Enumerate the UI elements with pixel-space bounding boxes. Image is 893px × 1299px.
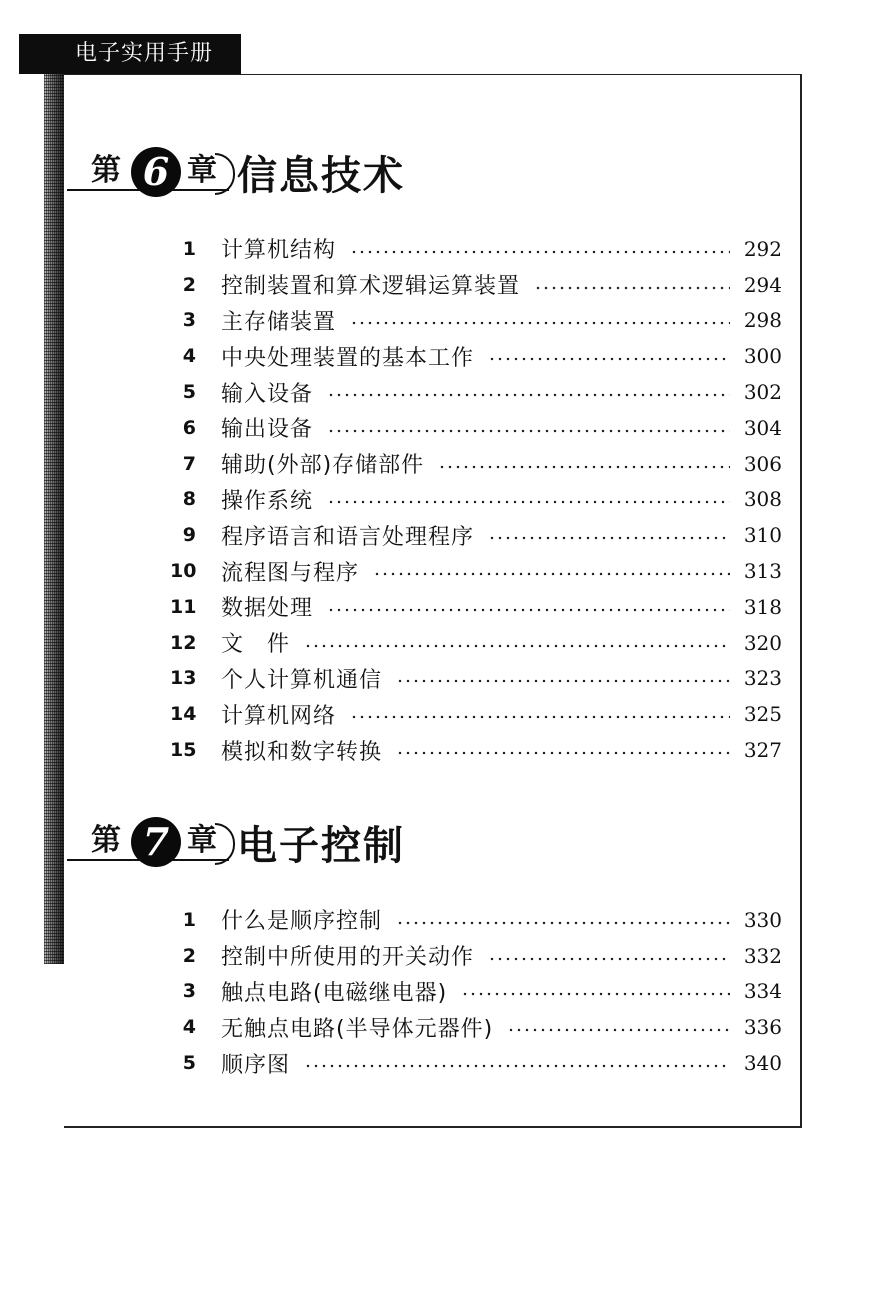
toc-entry[interactable] bbox=[170, 938, 782, 974]
toc-entry[interactable] bbox=[170, 625, 782, 661]
toc-entry-number: 8 bbox=[182, 488, 196, 511]
toc-entry-title: 模拟和数字转换 bbox=[221, 739, 383, 765]
toc-entry-page: 325 bbox=[743, 702, 782, 727]
toc-entry-number: 2 bbox=[182, 944, 196, 967]
chapter-prefix: 第 bbox=[91, 823, 121, 858]
toc-entry-title: 文 件 bbox=[221, 632, 291, 658]
toc-entry-page: 336 bbox=[743, 1015, 782, 1040]
toc-entry-page: 306 bbox=[743, 451, 782, 476]
toc-entry-title: 数据处理 bbox=[221, 596, 314, 622]
chapter-title: 信息技术 bbox=[237, 151, 405, 199]
toc-entry-page: 304 bbox=[743, 415, 782, 440]
toc-entry-page: 323 bbox=[743, 666, 782, 691]
toc-entry-page: 294 bbox=[743, 272, 782, 297]
chapter-number-circle: 7 bbox=[131, 817, 181, 867]
chapter-7-heading bbox=[67, 812, 405, 872]
toc-entry-number: 4 bbox=[182, 345, 196, 368]
toc-entry-page: 308 bbox=[743, 487, 782, 512]
dot-leader bbox=[327, 393, 730, 397]
toc-entry-page: 298 bbox=[743, 308, 782, 333]
toc-entry-title: 个人计算机通信 bbox=[221, 667, 383, 693]
toc-entry-page: 300 bbox=[743, 344, 782, 369]
toc-entry-title: 辅助(外部)存储部件 bbox=[221, 453, 425, 479]
toc-entry-page: 332 bbox=[743, 943, 782, 968]
dot-leader bbox=[488, 536, 730, 540]
chapter-suffix: 章 bbox=[187, 823, 217, 858]
toc-entry-page: 327 bbox=[743, 738, 782, 763]
toc-entry-number: 3 bbox=[182, 980, 196, 1003]
toc-entry[interactable] bbox=[170, 482, 782, 518]
toc-entry-number: 13 bbox=[170, 667, 197, 690]
toc-entry-title: 程序语言和语言处理程序 bbox=[221, 524, 475, 550]
toc-entry-title: 计算机结构 bbox=[221, 238, 337, 264]
toc-entry-number: 10 bbox=[170, 560, 197, 583]
dot-leader bbox=[396, 679, 730, 683]
dot-leader bbox=[304, 644, 730, 648]
toc-entry-title: 操作系统 bbox=[221, 488, 314, 514]
toc-entry-page: 318 bbox=[743, 594, 782, 619]
toc-entry[interactable] bbox=[170, 1009, 782, 1045]
toc-entry-title: 输出设备 bbox=[221, 417, 314, 443]
toc-entry[interactable] bbox=[170, 231, 782, 267]
toc-entry[interactable] bbox=[170, 902, 782, 938]
toc-entry-number: 6 bbox=[182, 416, 196, 439]
chapter-6-toc bbox=[170, 231, 782, 768]
toc-entry-title: 控制装置和算术逻辑运算装置 bbox=[221, 274, 521, 300]
toc-entry[interactable] bbox=[170, 410, 782, 446]
toc-entry-title: 输入设备 bbox=[221, 381, 314, 407]
dot-leader bbox=[461, 992, 730, 996]
badge-end-cap bbox=[215, 153, 235, 195]
toc-entry[interactable] bbox=[170, 661, 782, 697]
chapter-prefix: 第 bbox=[91, 153, 121, 188]
dot-leader bbox=[327, 608, 730, 612]
page-edge-shading bbox=[44, 74, 64, 964]
toc-entry-number: 1 bbox=[182, 908, 196, 931]
dot-leader bbox=[488, 957, 730, 961]
toc-entry[interactable] bbox=[170, 303, 782, 339]
toc-entry-number: 14 bbox=[170, 703, 197, 726]
dot-leader bbox=[350, 250, 730, 254]
chapter-title: 电子控制 bbox=[237, 821, 405, 869]
book-title: 电子实用手册 bbox=[75, 41, 214, 66]
dot-leader bbox=[534, 286, 730, 290]
toc-entry-page: 320 bbox=[743, 630, 782, 655]
dot-leader bbox=[507, 1028, 730, 1032]
toc-entry-title: 主存储装置 bbox=[221, 309, 337, 335]
dot-leader bbox=[304, 1064, 730, 1068]
toc-entry-number: 9 bbox=[182, 524, 196, 547]
toc-entry-page: 334 bbox=[743, 979, 782, 1004]
toc-entry-page: 302 bbox=[743, 380, 782, 405]
toc-entry-title: 中央处理装置的基本工作 bbox=[221, 345, 475, 371]
toc-entry-number: 2 bbox=[182, 273, 196, 296]
dot-leader bbox=[327, 500, 730, 504]
toc-entry-number: 12 bbox=[170, 631, 197, 654]
chapter-badge bbox=[67, 817, 235, 867]
toc-entry-title: 流程图与程序 bbox=[221, 560, 360, 586]
toc-entry-number: 11 bbox=[170, 595, 197, 618]
chapter-number-circle: 6 bbox=[131, 147, 181, 197]
dot-leader bbox=[350, 321, 730, 325]
toc-entry-number: 1 bbox=[182, 237, 196, 260]
toc-entry[interactable] bbox=[170, 1045, 782, 1081]
dot-leader bbox=[396, 751, 730, 755]
book-title-tab bbox=[19, 34, 241, 74]
toc-entry-number: 3 bbox=[182, 309, 196, 332]
toc-entry[interactable] bbox=[170, 446, 782, 482]
toc-entry[interactable] bbox=[170, 974, 782, 1010]
toc-entry-number: 4 bbox=[182, 1016, 196, 1039]
dot-leader bbox=[396, 921, 730, 925]
chapter-suffix: 章 bbox=[187, 153, 217, 188]
toc-entry[interactable] bbox=[170, 589, 782, 625]
toc-entry-number: 15 bbox=[170, 739, 197, 762]
dot-leader bbox=[438, 465, 730, 469]
chapter-badge bbox=[67, 147, 235, 197]
toc-entry[interactable] bbox=[170, 338, 782, 374]
toc-entry-number: 7 bbox=[182, 452, 196, 475]
toc-entry[interactable] bbox=[170, 696, 782, 732]
dot-leader bbox=[327, 429, 730, 433]
dot-leader bbox=[350, 715, 730, 719]
toc-entry[interactable] bbox=[170, 374, 782, 410]
dot-leader bbox=[373, 572, 730, 576]
toc-entry-page: 330 bbox=[743, 907, 782, 932]
toc-entry[interactable] bbox=[170, 732, 782, 768]
toc-entry[interactable] bbox=[170, 517, 782, 553]
chapter-7-toc bbox=[170, 902, 782, 1081]
dot-leader bbox=[488, 357, 730, 361]
toc-entry-number: 5 bbox=[182, 381, 196, 404]
toc-entry-title: 什么是顺序控制 bbox=[221, 909, 383, 935]
badge-end-cap bbox=[215, 823, 235, 865]
toc-entry[interactable] bbox=[170, 267, 782, 303]
toc-entry-title: 计算机网络 bbox=[221, 703, 337, 729]
chapter-6-heading bbox=[67, 142, 405, 202]
toc-entry[interactable] bbox=[170, 553, 782, 589]
toc-entry-page: 313 bbox=[743, 559, 782, 584]
toc-entry-page: 292 bbox=[743, 236, 782, 261]
toc-entry-page: 340 bbox=[743, 1051, 782, 1076]
toc-entry-page: 310 bbox=[743, 523, 782, 548]
toc-entry-title: 触点电路(电磁继电器) bbox=[221, 980, 448, 1006]
toc-entry-number: 5 bbox=[182, 1052, 196, 1075]
toc-entry-title: 无触点电路(半导体元器件) bbox=[221, 1016, 494, 1042]
toc-entry-title: 控制中所使用的开关动作 bbox=[221, 945, 475, 971]
toc-entry-title: 顺序图 bbox=[221, 1052, 291, 1078]
